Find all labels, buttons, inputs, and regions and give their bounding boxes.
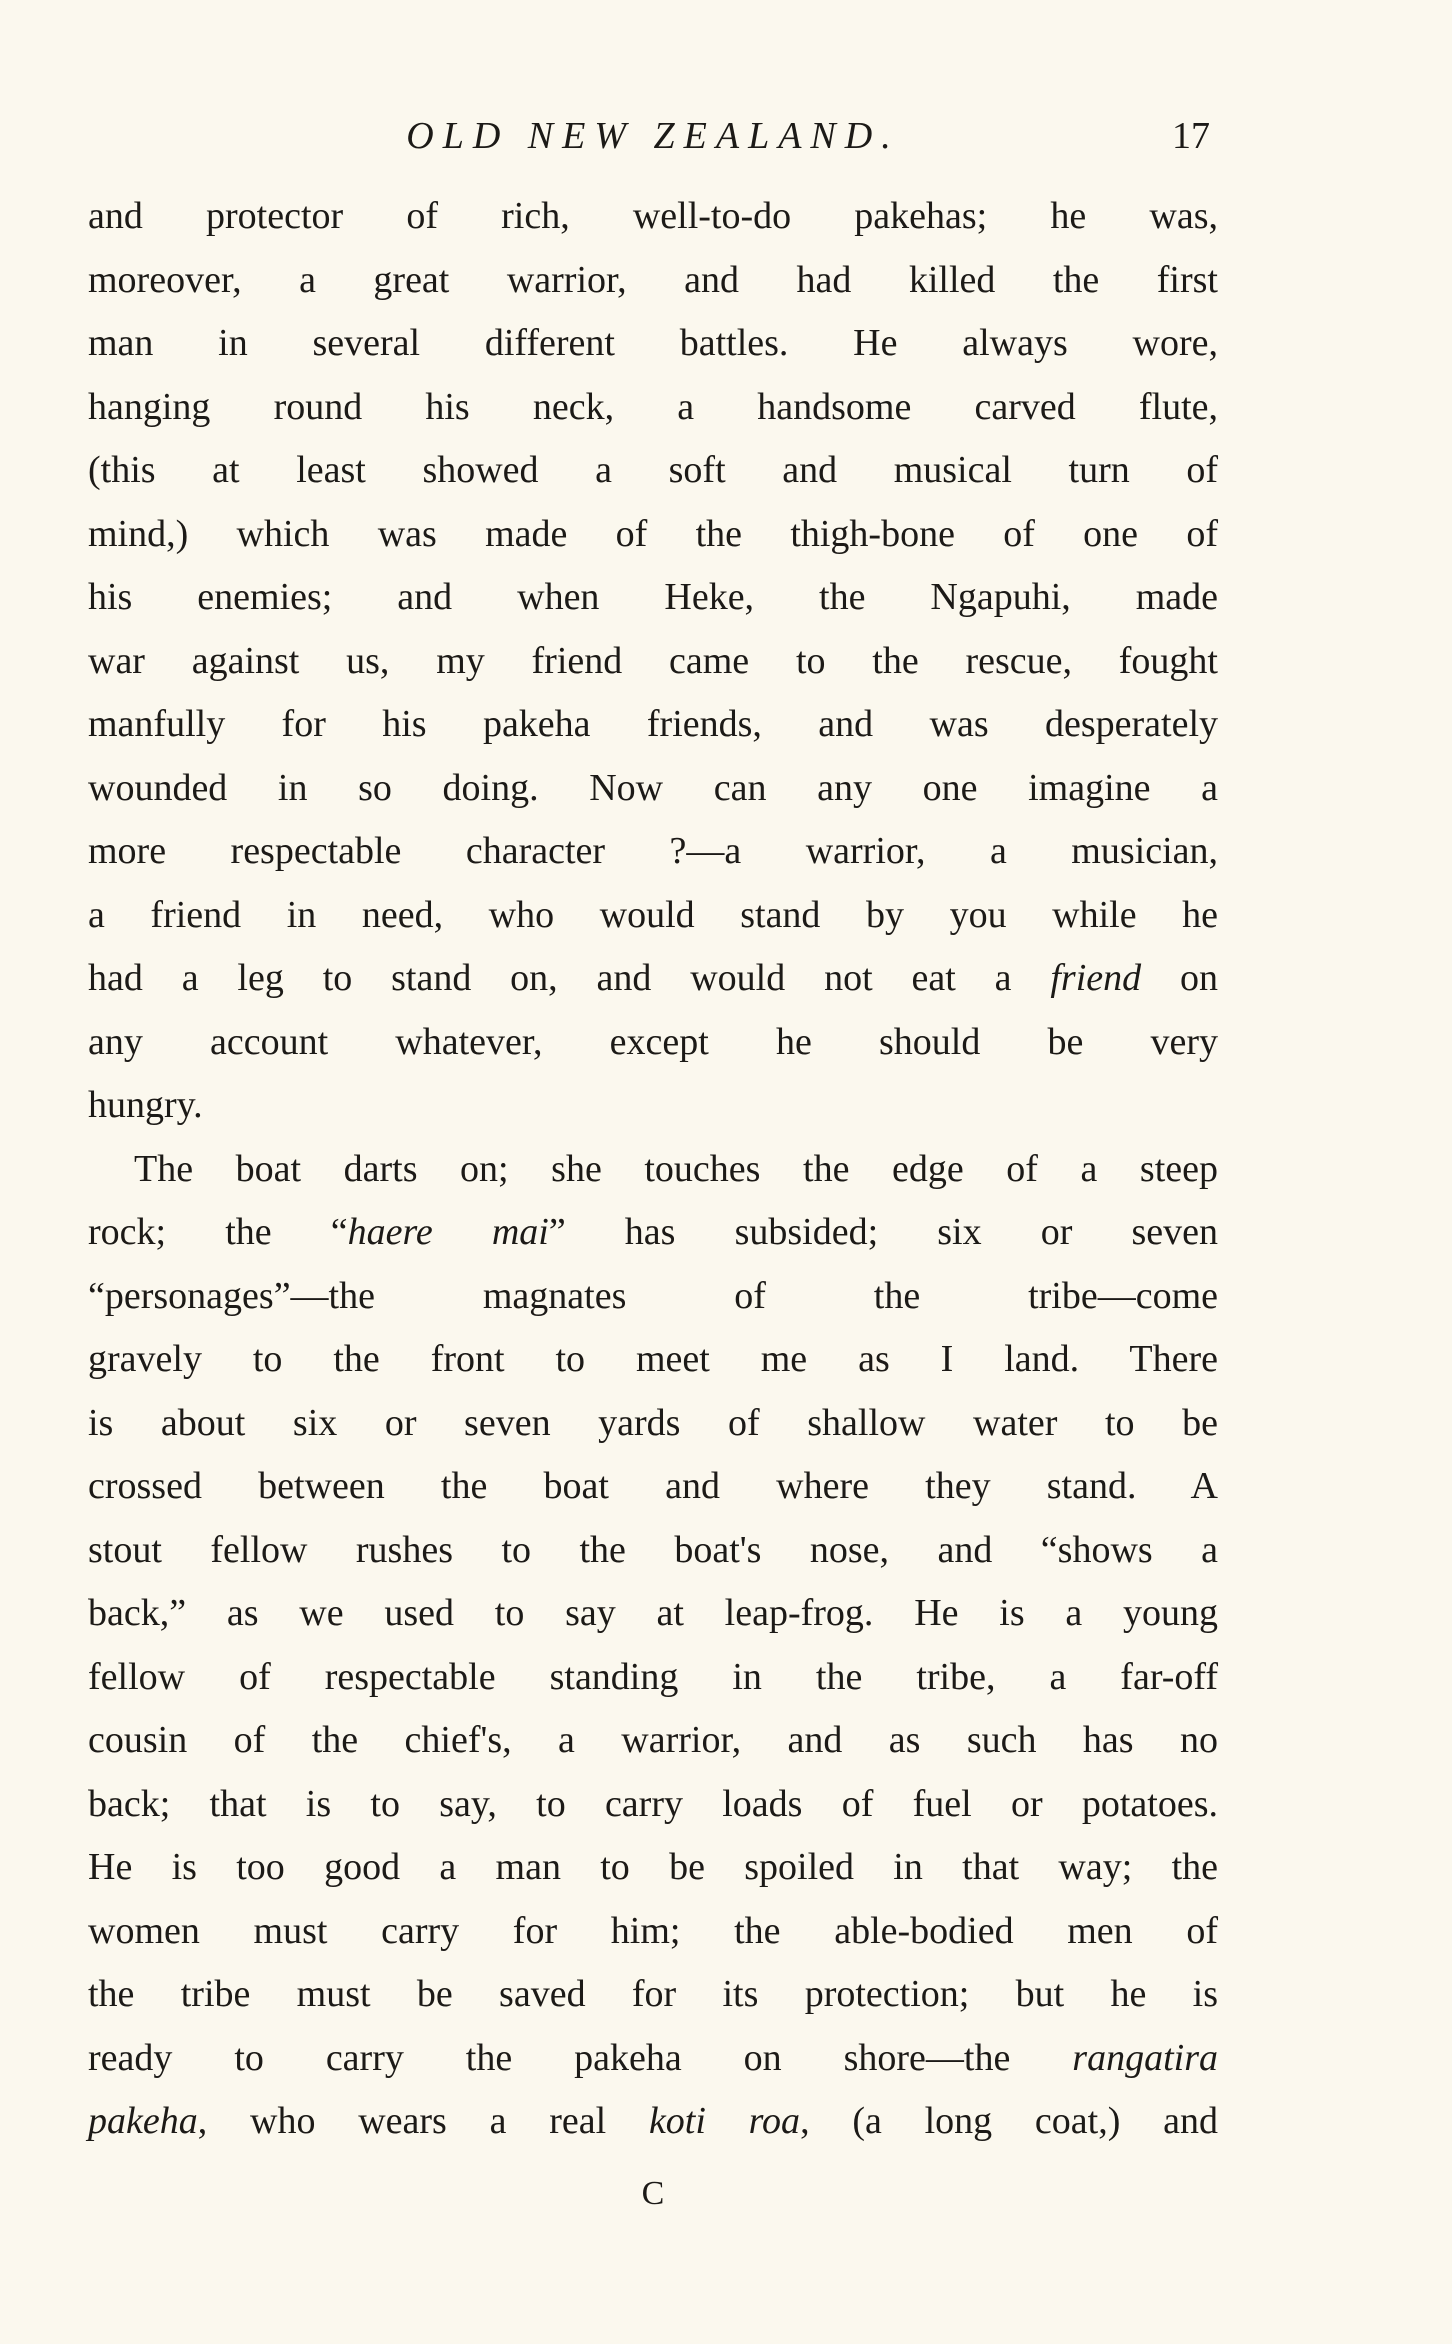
text-line-26: back; that is to say, to carry loads of fuel or potatoes. xyxy=(88,1782,1218,1825)
signature-mark: C xyxy=(641,2175,665,2212)
text-line-14: any account whatever, except he should be very xyxy=(88,1020,1218,1063)
text-line-21: crossed between the boat and where they stand. A xyxy=(88,1465,1218,1507)
text-line-12: a friend in need, who would stand by you while he xyxy=(88,893,1218,936)
text-line-2: moreover, a great warrior, and had killed the first xyxy=(88,258,1218,301)
text-line-13: had a leg to stand on, and would not eat a friend on xyxy=(88,957,1218,999)
running-head xyxy=(88,108,1218,164)
running-title: OLD NEW ZEALAND. xyxy=(406,115,900,157)
italic-word: friend xyxy=(1050,957,1142,999)
text-line-3: man in several different battles. He always wore, xyxy=(88,322,1218,364)
italic-phrase: haere mai xyxy=(347,1211,549,1253)
text-line-28: women must carry for him; the able-bodied men of xyxy=(88,1909,1218,1952)
text-line-31: pakeha, who wears a real koti roa, (a long coat,) and xyxy=(88,2100,1219,2142)
text-line-22: stout fellow rushes to the boat's nose, and “shows a xyxy=(88,1528,1218,1571)
text-line-9: manfully for his pakeha friends, and was desperately xyxy=(88,703,1218,745)
text-line-19: gravely to the front to meet me as I land. There xyxy=(88,1338,1218,1380)
text-line-25: cousin of the chief's, a warrior, and as such has no xyxy=(88,1719,1218,1761)
text-line-8: war against us, my friend came to the rescue, fought xyxy=(88,639,1218,682)
italic-phrase: koti roa xyxy=(648,2100,801,2142)
italic-word: rangatira xyxy=(1072,2036,1218,2079)
text-line-20: is about six or seven yards of shallow water to be xyxy=(88,1401,1218,1444)
text-line-4: hanging round his neck, a handsome carved flute, xyxy=(88,385,1218,428)
text-line-29: the tribe must be saved for its protection; but he is xyxy=(88,1973,1218,2015)
text-line-15: hungry. xyxy=(88,1084,203,1126)
text-line-24: fellow of respectable standing in the tribe, a far-off xyxy=(88,1655,1218,1698)
text-line-18: “personages”—the magnates of the tribe—come xyxy=(88,1274,1218,1317)
text-line-11: more respectable character ?—a warrior, a musician, xyxy=(88,830,1218,872)
text-line-16: The boat darts on; she touches the edge of a steep xyxy=(134,1147,1218,1190)
body-text xyxy=(88,185,1218,2154)
text-line-5: (this at least showed a soft and musical turn of xyxy=(88,449,1218,491)
italic-word: pakeha xyxy=(88,2100,198,2142)
text-line-6: mind,) which was made of the thigh-bone of one of xyxy=(88,512,1218,555)
text-line-1: and protector of rich, well-to-do pakehas; he was, xyxy=(88,195,1218,237)
text-line-10: wounded in so doing. Now can any one imagine a xyxy=(88,766,1218,809)
text-line-7: his enemies; and when Heke, the Ngapuhi, made xyxy=(88,576,1218,618)
text-line-27: He is too good a man to be spoiled in that way; the xyxy=(88,1846,1218,1888)
text-line-17: rock; the “haere mai” has subsided; six or seven xyxy=(88,1211,1218,1253)
text-line-30: ready to carry the pakeha on shore—the rangatira xyxy=(88,2036,1218,2079)
page-number: 17 xyxy=(1172,115,1210,157)
text-line-23: back,” as we used to say at leap-frog. He is a young xyxy=(88,1592,1218,1634)
